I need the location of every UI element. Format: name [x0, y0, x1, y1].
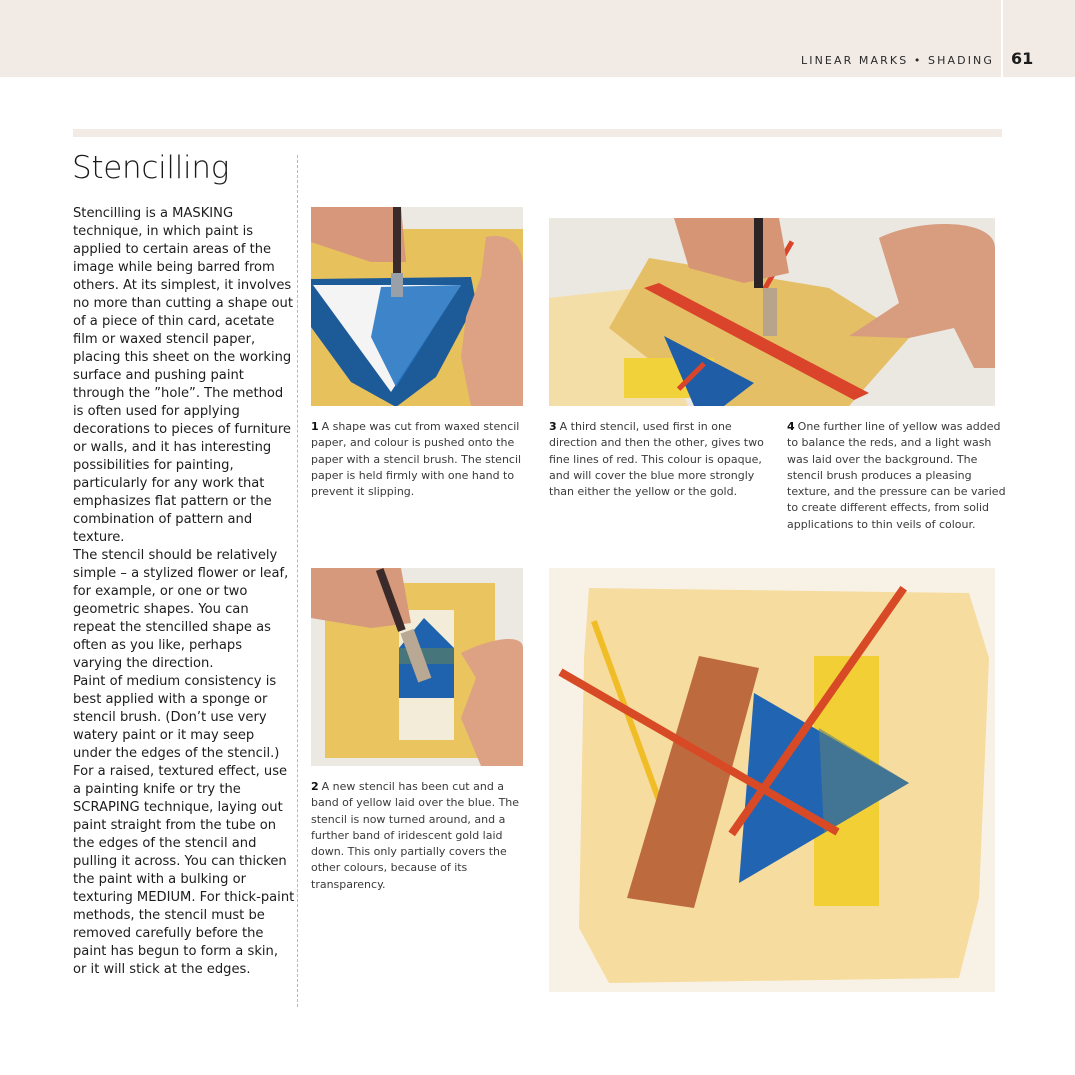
step-text: A shape was cut from waxed stencil paper, and colour is pushed onto the paper with a stencil brush. The stencil paper is held firmly with one hand to prevent it slipping. [311, 420, 522, 499]
step-text: A third stencil, used first in one direction and then the other, gives two fine lines of red. This colour is opaque, and will cover the blue more strongly than either the yellow or the gold. [549, 420, 764, 499]
running-head: LINEAR MARKS • SHADING [801, 54, 994, 67]
step-number: 3 [549, 420, 557, 433]
step-2-caption [311, 779, 533, 893]
step-3-photo [549, 218, 995, 406]
section-rule [73, 129, 1002, 137]
step-number: 2 [311, 780, 319, 793]
final-painting [549, 568, 995, 992]
body-paragraph: Paint of medium consistency is best applied with a sponge or stencil brush. (Don’t use very watery paint or it may seep under the edges of the stencil.) For a raised, textured effect, use a painting knife or try the SCRAPING technique, laying out paint straight from the tube on the edges of the stencil and pulling it across. You can thicken the paint with a bulking or texturing MEDIUM. For thick-paint methods, the stencil must be removed carefully before the paint has begun to form a skin, or it will stick at the edges. [73, 674, 295, 977]
header-divider [1001, 0, 1003, 77]
body-paragraph: Stencilling is a MASKING technique, in which paint is applied to certain areas of the image while being barred from others. At its simplest, it involves no more than cutting a shape out of a piece of thin card, acetate film or waxed stencil paper, placing this sheet on the working surface and pushing paint through the ”hole”. The method is often used for applying decorations to pieces of furniture or walls, and it has interesting possibilities for painting, particularly for any work that emphasizes flat pattern or the combination of pattern and texture. [73, 206, 293, 545]
step-2-photo [311, 568, 523, 766]
step-number: 1 [311, 420, 319, 433]
step-1-caption [311, 419, 533, 500]
step-1-photo [311, 207, 523, 406]
step-text: One further line of yellow was added to balance the reds, and a light wash was laid over the background. The stencil brush produces a pleasing texture, and the pressure can be varied to create different effects, from solid applications to thin veils of colour. [787, 420, 1006, 531]
step-3-caption [549, 419, 771, 500]
step-4-caption [787, 419, 1007, 533]
page-number: 61 [1011, 49, 1034, 68]
step-text: A new stencil has been cut and a band of yellow laid over the blue. The stencil is now turned around, and a further band of iridescent gold laid down. This only partially covers the other colours, because of its transparency. [311, 780, 520, 891]
step-number: 4 [787, 420, 795, 433]
column-divider [297, 155, 298, 1007]
article-title: Stencilling [72, 150, 229, 186]
article-body [73, 205, 295, 979]
body-paragraph: The stencil should be relatively simple – a stylized flower or leaf, for example, or one or two geometric shapes. You can repeat the stencilled shape as often as you like, perhaps varying the direction. [73, 548, 289, 671]
